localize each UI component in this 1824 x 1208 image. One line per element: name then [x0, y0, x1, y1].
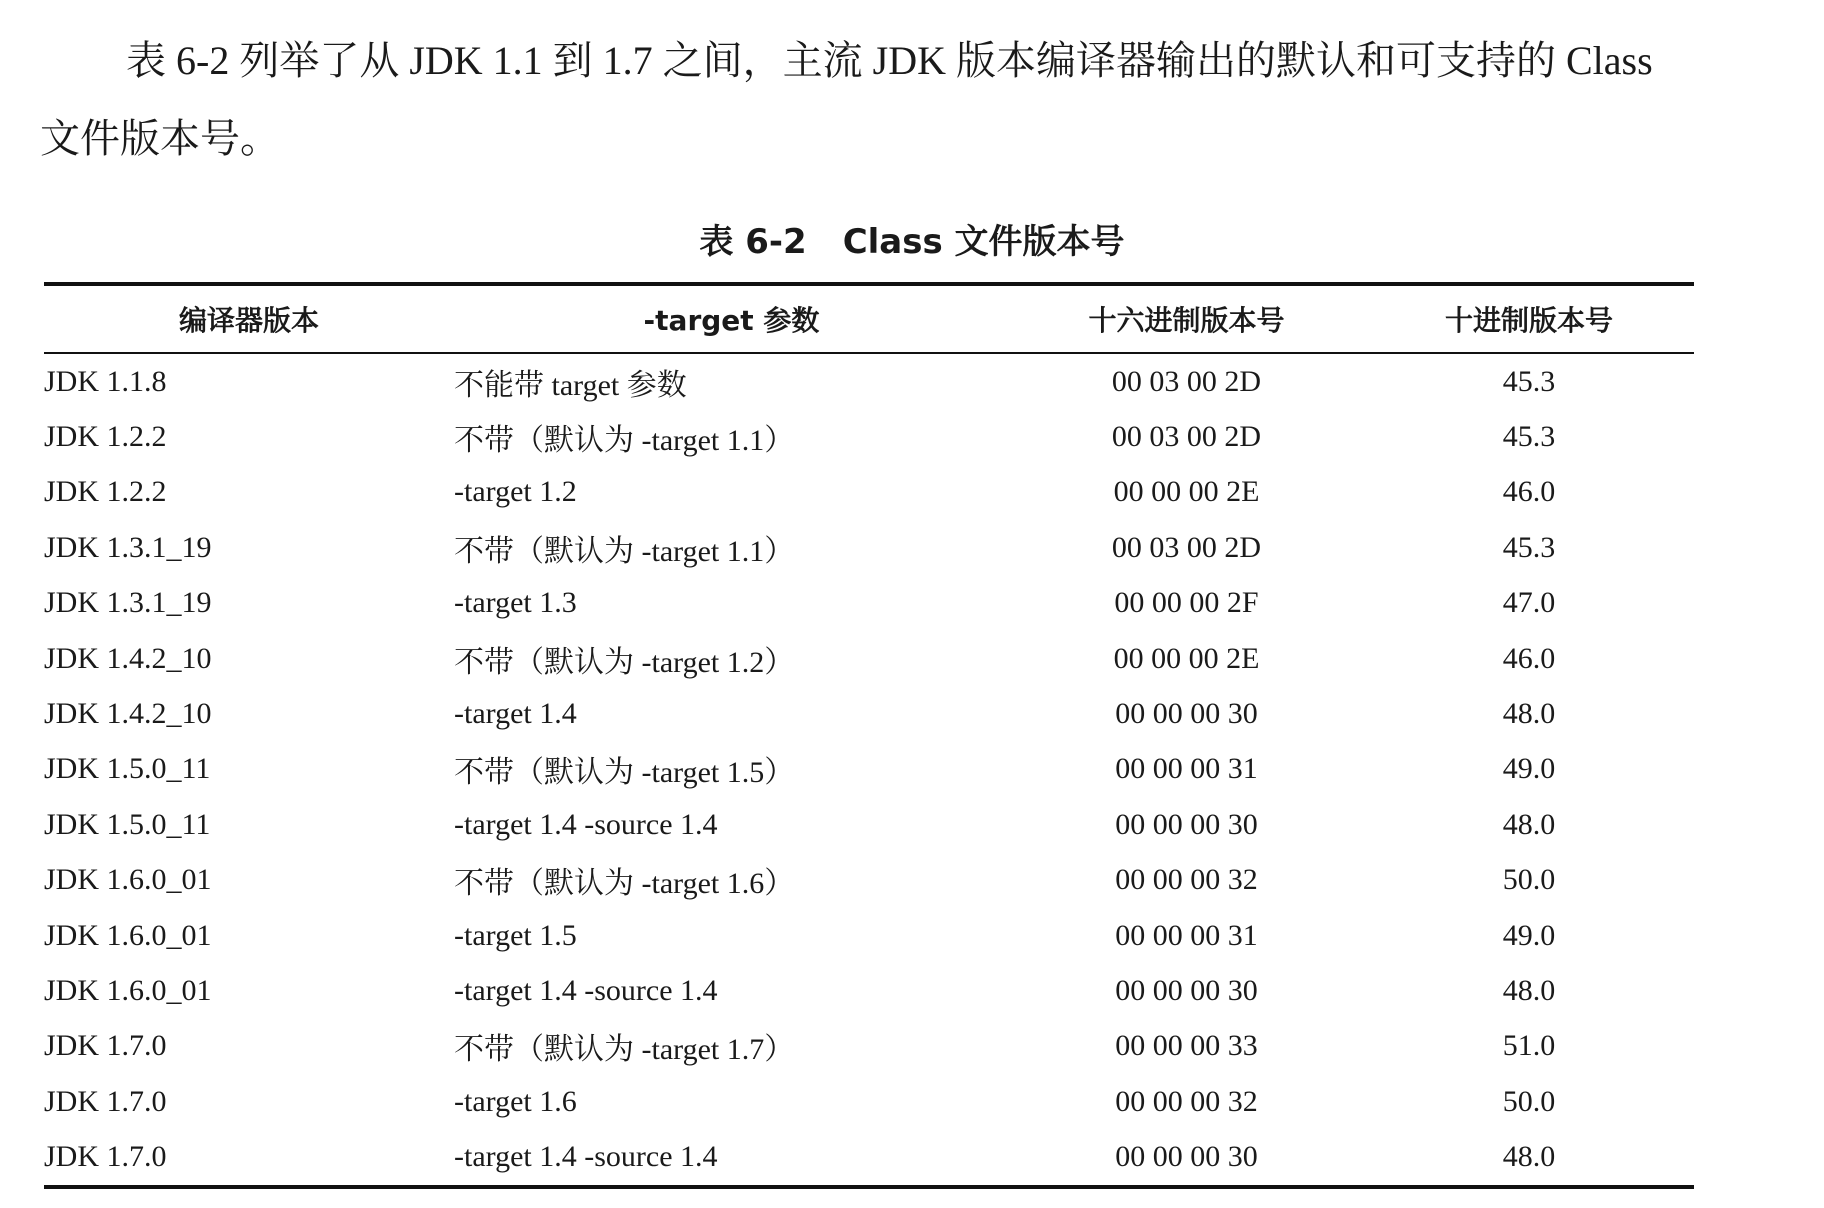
- table-caption: [0, 214, 1824, 270]
- table-row: [44, 797, 1694, 852]
- cell-hex-version: 00 00 00 30: [1115, 1140, 1258, 1174]
- cell-compiler-version: JDK 1.7.0: [44, 1029, 167, 1063]
- table-caption-number: 表 6-2: [699, 222, 807, 262]
- cell-decimal-version: 51.0: [1502, 1029, 1556, 1063]
- cell-target-param: -target 1.4: [454, 697, 577, 731]
- cell-compiler-version: JDK 1.7.0: [44, 1140, 167, 1174]
- cell-decimal-version: 48.0: [1502, 807, 1556, 841]
- cell-target-param: -target 1.2: [454, 475, 577, 509]
- table-row: [44, 1129, 1694, 1186]
- cell-target-param: -target 1.6: [454, 1084, 577, 1118]
- cell-compiler-version: JDK 1.1.8: [44, 364, 167, 398]
- cell-compiler-version: JDK 1.2.2: [44, 475, 167, 509]
- header-hex-version: 十六进制版本号: [1088, 304, 1285, 337]
- cell-compiler-version: JDK 1.4.2_10: [44, 641, 212, 675]
- table-row: [44, 908, 1694, 963]
- cell-compiler-version: JDK 1.3.1_19: [44, 530, 212, 564]
- cell-decimal-version: 50.0: [1502, 863, 1556, 897]
- cell-compiler-version: JDK 1.6.0_01: [44, 973, 212, 1007]
- table-row: [44, 631, 1694, 686]
- header-compiler-version: 编译器版本: [178, 304, 319, 337]
- table-row: [44, 742, 1694, 797]
- cell-hex-version: 00 00 00 30: [1115, 697, 1258, 731]
- cell-target-param: 不带（默认为 -target 1.1）: [454, 534, 795, 568]
- cell-target-param: 不带（默认为 -target 1.7）: [454, 1033, 795, 1067]
- intro-paragraph: [40, 22, 1700, 178]
- cell-target-param: -target 1.3: [454, 586, 577, 620]
- header-decimal-version: 十进制版本号: [1444, 304, 1613, 337]
- cell-hex-version: 00 00 00 32: [1115, 863, 1258, 897]
- cell-hex-version: 00 00 00 31: [1115, 918, 1258, 952]
- cell-decimal-version: 45.3: [1502, 364, 1556, 398]
- table-row: [44, 465, 1694, 520]
- cell-target-param: -target 1.5: [454, 918, 577, 952]
- cell-compiler-version: JDK 1.6.0_01: [44, 863, 212, 897]
- cell-target-param: 不带（默认为 -target 1.2）: [454, 645, 795, 679]
- cell-hex-version: 00 00 00 30: [1115, 973, 1258, 1007]
- cell-compiler-version: JDK 1.5.0_11: [44, 807, 211, 841]
- cell-compiler-version: JDK 1.3.1_19: [44, 586, 212, 620]
- table-row: [44, 409, 1694, 464]
- cell-hex-version: 00 00 00 32: [1115, 1084, 1258, 1118]
- cell-compiler-version: JDK 1.5.0_11: [44, 752, 211, 786]
- cell-decimal-version: 46.0: [1502, 641, 1556, 675]
- table-row: [44, 853, 1694, 908]
- cell-hex-version: 00 00 00 2E: [1113, 475, 1260, 509]
- cell-decimal-version: 49.0: [1502, 752, 1556, 786]
- cell-hex-version: 00 00 00 2E: [1113, 641, 1260, 675]
- cell-target-param: 不带（默认为 -target 1.1）: [454, 424, 795, 458]
- cell-decimal-version: 48.0: [1502, 1140, 1556, 1174]
- cell-compiler-version: JDK 1.7.0: [44, 1084, 167, 1118]
- table-row: [44, 686, 1694, 741]
- cell-hex-version: 00 00 00 31: [1115, 752, 1258, 786]
- cell-target-param: -target 1.4 -source 1.4: [454, 973, 718, 1007]
- intro-text: 表 6-2 列举了从 JDK 1.1 到 1.7 之间，主流 JDK 版本编译器输出的默认和可支持的 Class 文件版本号。: [40, 38, 1653, 161]
- cell-target-param: -target 1.4 -source 1.4: [454, 807, 718, 841]
- cell-decimal-version: 45.3: [1502, 420, 1556, 454]
- cell-decimal-version: 50.0: [1502, 1084, 1556, 1118]
- cell-hex-version: 00 03 00 2D: [1111, 530, 1262, 564]
- cell-decimal-version: 48.0: [1502, 697, 1556, 731]
- table-row: [44, 1074, 1694, 1129]
- cell-target-param: -target 1.4 -source 1.4: [454, 1140, 718, 1174]
- cell-target-param: 不能带 target 参数: [454, 368, 687, 402]
- cell-compiler-version: JDK 1.6.0_01: [44, 918, 212, 952]
- cell-decimal-version: 48.0: [1502, 973, 1556, 1007]
- table-header-row: [44, 284, 1694, 353]
- table-body: [44, 353, 1694, 1187]
- cell-hex-version: 00 00 00 33: [1115, 1029, 1258, 1063]
- table-caption-title: Class 文件版本号: [842, 222, 1125, 262]
- table-row: [44, 1019, 1694, 1074]
- table-row: [44, 353, 1694, 409]
- cell-hex-version: 00 03 00 2D: [1111, 420, 1262, 454]
- cell-compiler-version: JDK 1.4.2_10: [44, 697, 212, 731]
- cell-hex-version: 00 00 00 2F: [1114, 586, 1259, 620]
- cell-decimal-version: 49.0: [1502, 918, 1556, 952]
- cell-compiler-version: JDK 1.2.2: [44, 420, 167, 454]
- table-row: [44, 576, 1694, 631]
- table-row: [44, 520, 1694, 575]
- class-file-version-table: [44, 282, 1694, 1189]
- cell-target-param: 不带（默认为 -target 1.5）: [454, 756, 795, 790]
- cell-target-param: 不带（默认为 -target 1.6）: [454, 867, 795, 901]
- cell-hex-version: 00 03 00 2D: [1111, 364, 1262, 398]
- table-row: [44, 963, 1694, 1018]
- cell-decimal-version: 47.0: [1502, 586, 1556, 620]
- cell-decimal-version: 46.0: [1502, 475, 1556, 509]
- cell-decimal-version: 45.3: [1502, 530, 1556, 564]
- cell-hex-version: 00 00 00 30: [1115, 807, 1258, 841]
- header-target-param: -target 参数: [643, 304, 820, 337]
